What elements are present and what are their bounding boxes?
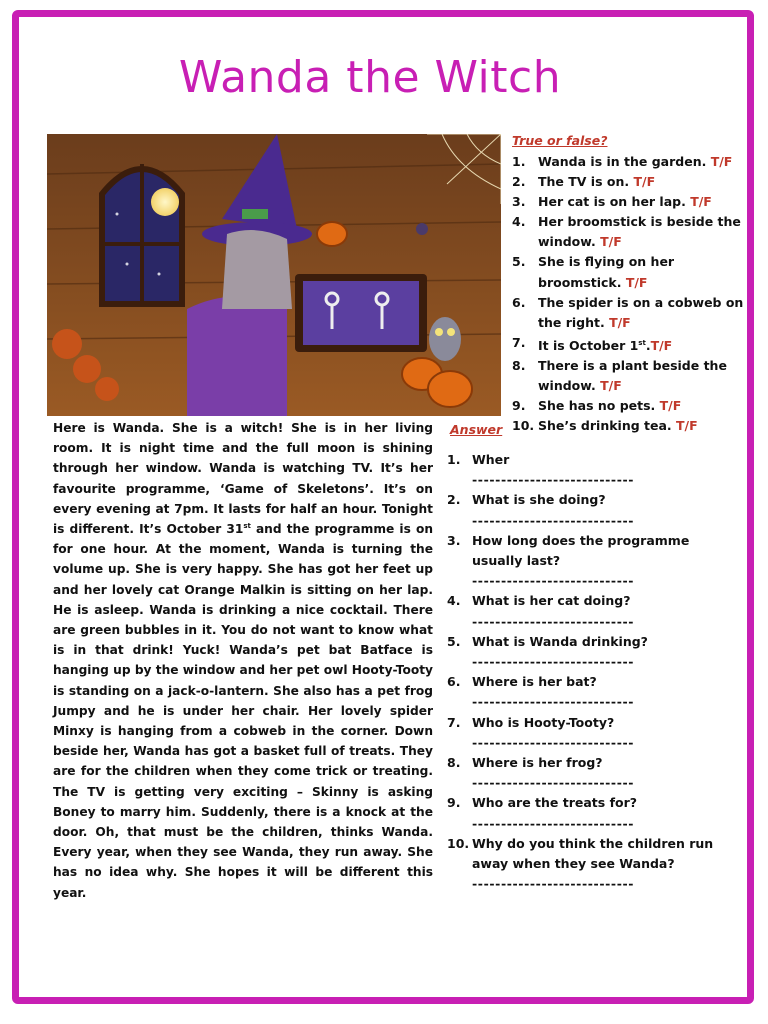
answer-line[interactable]: ---------------------------- [472, 512, 635, 528]
question-item: 5. What is Wanda drinking? ---------------------------- [447, 632, 727, 672]
witch-living-room-illustration [47, 134, 501, 416]
question-item: 2. What is she doing? ---------------------------- [447, 490, 727, 530]
story-text: Here is Wanda. She is a witch! She is in her living room. It is night time and the full moon is shining through her window. Wanda is watching TV. It’s her favourite programme, ‘Game of Skeletons’. It’s on every evening at 7pm. It lasts for half an hour. Tonight is different. It’s October 31st and the programme is on for one hour. At the moment, Wanda is turning the volume up. She is very happy. She has got her feet up and her lovely cat Orange Malkin is sitting on her lap. He is asleep. Wanda is drinking a nice cocktail. There are green bubbles in it. You do not want to know what is in that drink! Yuck! Wanda’s pet bat Batface is hanging up by the window and her pet owl Hooty-Tooty is standing on a jack-o-lantern. She also has a pet frog Jumpy and he is under her chair. Her lovely spider Minxy is hanging from a cobweb in the corner. Down beside her, Wanda has got a basket full of treats. They are for the children when they come trick or treating. The TV is getting very exciting – Skinny is asking Boney to marry him. Suddenly, there is a knock at the door. Oh, that must be the children, thinks Wanda. Every year, when they see Wanda, they run away. She has no idea why. She hopes it will be different this year. [53, 421, 434, 900]
tf-item: 7. It is October 1st.T/F [512, 334, 673, 353]
true-false-section [512, 133, 744, 436]
answer-line[interactable]: ---------------------------- [472, 775, 635, 791]
question-item: 3. How long does the programme usually last? ---------------------------- [447, 531, 727, 592]
question-item: 1. Wher ---------------------------- [447, 450, 727, 490]
tf-item: 1. Wanda is in the garden. T/F [512, 154, 733, 169]
tf-item: 3. Her cat is on her lap. T/F [512, 194, 712, 210]
true-false-heading: True or false? [512, 133, 608, 148]
answer-line[interactable]: ---------------------------- [472, 472, 635, 488]
tf-item: 10. She’s drinking tea. T/F [512, 418, 698, 434]
tf-item: 6. The spider is on a cobweb on the right. T/F [512, 294, 744, 330]
tf-item: 8. There is a plant beside the window. T/F [512, 358, 727, 394]
tf-item: 4. Her broomstick is beside the window. T/F [512, 214, 741, 250]
answer-line[interactable]: ---------------------------- [472, 876, 635, 892]
question-item: 7. Who is Hooty-Tooty? ---------------------------- [447, 713, 727, 753]
answer-line[interactable]: ---------------------------- [472, 815, 635, 831]
question-item: 9. Who are the treats for? ---------------------------- [447, 793, 727, 833]
tf-item: 9. She has no pets. T/F [512, 398, 682, 414]
answer-line[interactable]: ---------------------------- [472, 694, 635, 710]
tf-item: 5. She is flying on her broomstick. T/F [512, 254, 675, 290]
question-item: 10. Why do you think the children run away when they see Wanda? ---------------------------- [447, 834, 727, 895]
answer-heading: Answer [450, 422, 503, 437]
answer-line[interactable]: ---------------------------- [472, 734, 635, 750]
answer-line[interactable]: ---------------------------- [472, 654, 635, 670]
question-item: 8. Where is her frog? ---------------------------- [447, 753, 727, 793]
question-item: 6. Where is her bat? ---------------------------- [447, 672, 727, 712]
answer-line[interactable]: ---------------------------- [472, 573, 635, 589]
tf-item: 2. The TV is on. T/F [512, 174, 656, 190]
question-item: 4. What is her cat doing? ---------------------------- [447, 591, 727, 631]
page-title: Wanda the Witch [178, 52, 562, 103]
answer-line[interactable]: ---------------------------- [472, 613, 635, 629]
